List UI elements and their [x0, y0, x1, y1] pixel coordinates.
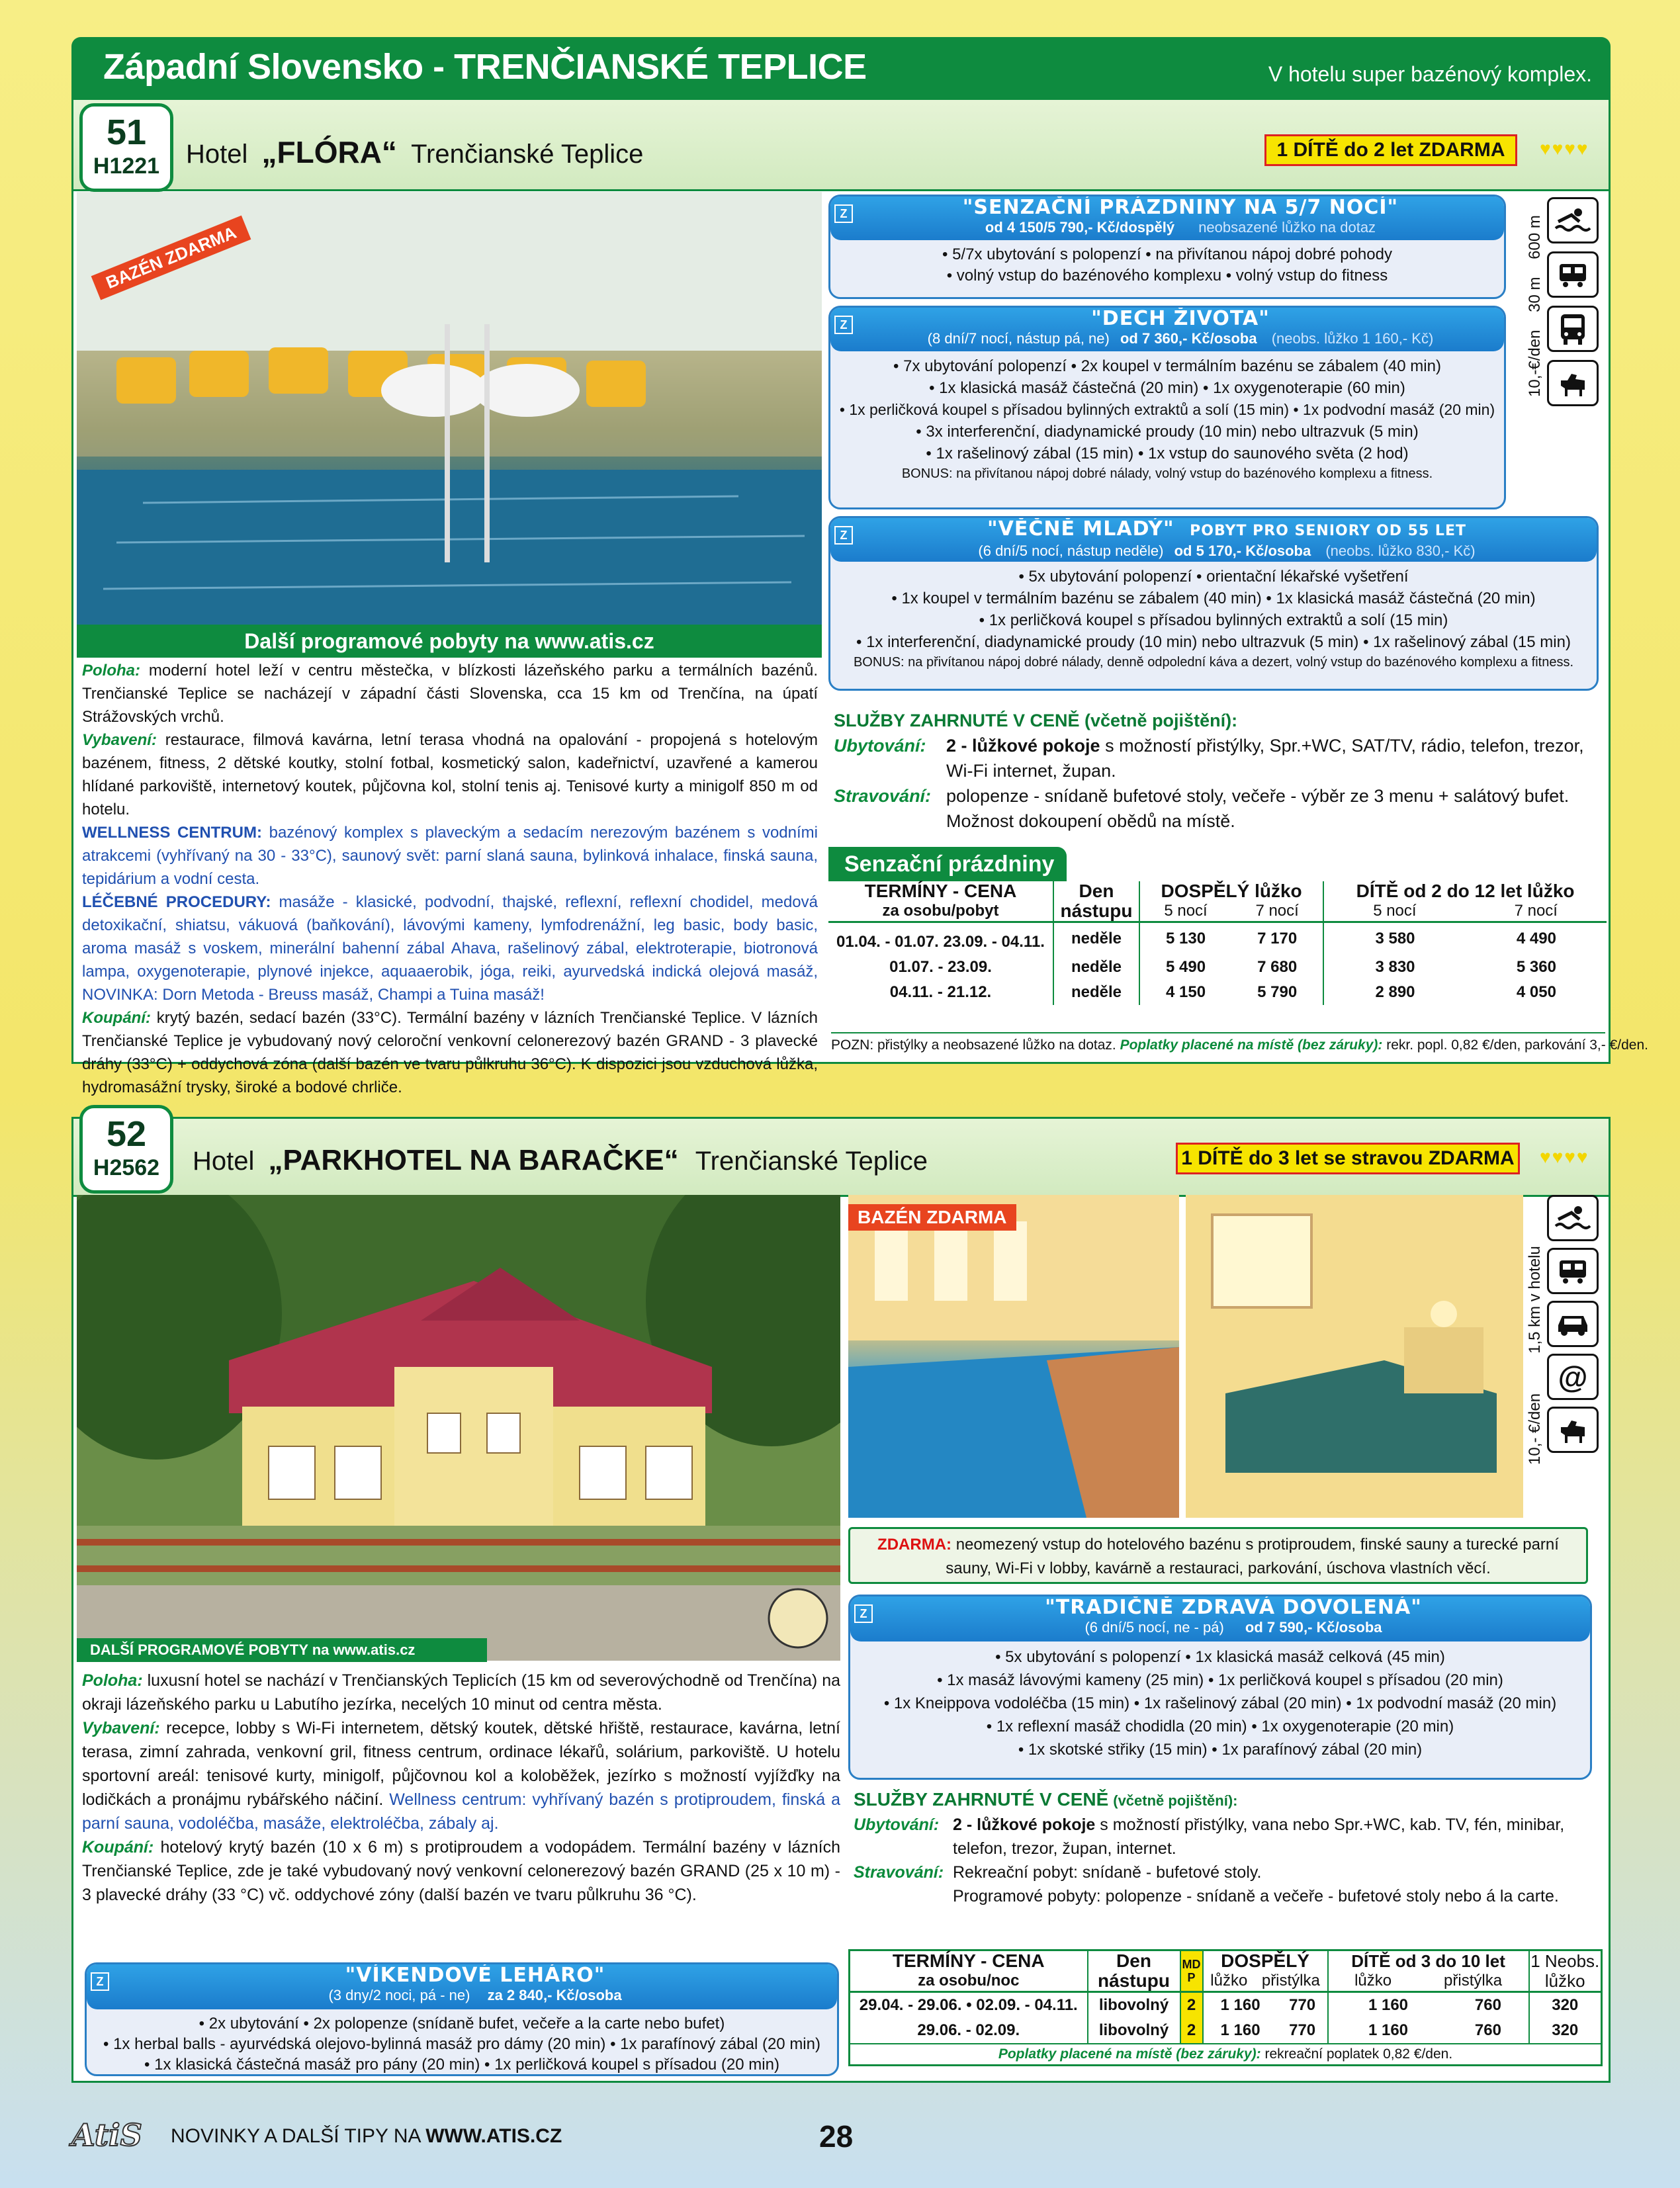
th-terminy-sub: za osobu/pobyt	[882, 902, 999, 920]
table-title-text: Senzační prázdniny	[844, 852, 1055, 877]
package-line: • 1x Kneippova vodoléčba (15 min) • 1x rašelinový zábal (20 min) • 1x podvodní masáž (20 min)	[883, 1694, 1557, 1712]
th-dite: DÍTĚ od 2 do 12 let lůžko	[1356, 881, 1575, 901]
hotel-2-programs-link-text: DALŠÍ PROGRAMOVÉ POBYTY na www.atis.cz	[90, 1641, 416, 1658]
hotel-2-programs-link[interactable]	[77, 1638, 487, 1662]
table-row	[828, 955, 1607, 980]
th-mdp-text: MDP	[1182, 1958, 1201, 1984]
package-line: • 1x masáž lávovými kameny (25 min) • 1x perličková koupel s přísadou (20 min)	[937, 1671, 1503, 1689]
pool-distance-label: 1,5 km v hotelu	[1526, 1246, 1544, 1354]
package-title: "SENZAČNÍ PRÁZDNINY NA 5/7 NOCÍ"	[962, 196, 1399, 219]
th-pristylka: přistýlka	[1444, 1972, 1503, 1990]
hotel-1-town: Trenčianské Teplice	[411, 140, 644, 169]
region-title: Západní Slovensko - TRENČIANSKÉ TEPLICE	[103, 47, 867, 87]
hotel-1-poloha-text: moderní hotel leží v centru městečka, v blízkosti lázeňského parku a termálních bazénů. Trenčianské Teplice se nacházejí v západní části Slovenska, cca 15 km od Trenčína, na úpatí Strážovských vrchů.	[82, 662, 818, 726]
th-mdp	[1180, 1950, 1203, 1992]
cell: 770	[1289, 2021, 1316, 2039]
package-line: • 1x rašelinový zábal (15 min) • 1x vstup do saunového světa (2 hod)	[926, 445, 1409, 462]
package-title: "VÍKENDOVÉ LEHÁRO"	[345, 1964, 605, 1987]
region-tagline: V hotelu super bazénový komplex.	[1268, 62, 1592, 86]
th-nastupu: nástupu	[1098, 1970, 1170, 1991]
th-terminy: TERMÍNY - CENA	[892, 1950, 1045, 1971]
package-line: • 1x reflexní masáž chodidla (20 min) • 1x oxygenoterapie (20 min)	[986, 1718, 1454, 1735]
cell: 1 160	[1203, 1992, 1278, 2019]
hotel-2-price-table	[848, 1949, 1603, 2066]
hotel-1-table-title	[828, 847, 1067, 881]
package-title-note: POBYT PRO SENIORY OD 55 LET	[1190, 523, 1466, 539]
table-row	[828, 922, 1607, 955]
hotel-1-poloha-label: Poloha:	[82, 662, 140, 679]
footer-url[interactable]: WWW.ATIS.CZ	[425, 2125, 562, 2147]
cell: libovolný	[1088, 2018, 1180, 2044]
cell: 5 490	[1139, 955, 1231, 980]
hotel-1-amenity-icons	[1547, 197, 1599, 406]
hotel-1-child-offer: 1 DÍTĚ do 2 let ZDARMA	[1264, 134, 1517, 166]
th-nastupu: nástupu	[1060, 900, 1133, 921]
th-7-noci: 7 nocí	[1514, 902, 1558, 920]
cell: neděle	[1053, 955, 1139, 980]
pet-fee-label: 10,- €/den	[1526, 1393, 1544, 1465]
hotel-1-procedury-label: LÉČEBNÉ PROCEDURY:	[82, 893, 271, 911]
services-title: SLUŽBY ZAHRNUTÉ V CENĚ	[854, 1789, 1109, 1810]
cell: 2	[1180, 1992, 1203, 2019]
hotel-1-number: 51	[106, 112, 147, 152]
hotel-2-package-vikendove	[85, 1962, 839, 2076]
hotel-1-programs-link-text: Další programové pobyty na www.atis.cz	[244, 629, 654, 653]
hotel-2-vybaveni-label: Vybavení:	[82, 1719, 160, 1737]
hotel-2-services	[854, 1788, 1595, 1908]
region-header	[71, 37, 1611, 98]
package-line: • 7x ubytování polopenzí • 2x koupel v termálním bazénu se zábalem (40 min)	[893, 357, 1441, 375]
hotel-2-number: 52	[106, 1114, 147, 1154]
hotel-2-zdarma-box	[848, 1527, 1588, 1584]
cell: 320	[1529, 1992, 1602, 2019]
package-header	[830, 308, 1504, 351]
package-duration: (8 dní/7 nocí, nástup pá, ne)	[927, 330, 1110, 347]
note-bold: Poplatky placené na místě (bez záruky):	[1120, 1037, 1383, 1053]
hotel-2-photo-room	[1186, 1195, 1523, 1518]
package-line: • 1x skotské střiky (15 min) • 1x parafínový zábal (20 min)	[1018, 1741, 1423, 1759]
z-mark-icon: Z	[834, 204, 853, 223]
hotel-2-description	[82, 1669, 840, 1907]
package-line: • 1x perličková koupel s přísadou bylinných extraktů a solí (15 min)	[979, 611, 1448, 629]
package-line: • 2x ubytování • 2x polopenze (snídaně bufet, večeře a la carte nebo bufet)	[199, 2015, 725, 2033]
package-line: • 5/7x ubytování s polopenzí • na přivítanou nápoj dobré pohody	[942, 245, 1392, 263]
train-icon	[1547, 1248, 1599, 1294]
hotel-2-koupani-label: Koupání:	[82, 1838, 154, 1857]
ubytovani-label: Ubytování:	[834, 736, 926, 756]
cell: 1 160	[1203, 2018, 1278, 2044]
th-5-noci: 5 nocí	[1373, 902, 1417, 920]
package-bonus: BONUS: na přivítanou nápoj dobré nálady, denně odpolední káva a dezert, volný vstup do bazénového komplexu a fitness.	[853, 655, 1574, 670]
hotel-1-number-badge	[79, 103, 173, 192]
hotel-1-hearts: ♥♥♥♥	[1540, 138, 1589, 159]
hotel-1-photo	[77, 192, 822, 625]
cell: 2	[1180, 2018, 1203, 2044]
cell: 760	[1474, 1996, 1501, 2014]
package-line: • 3x interferenční, diadynamické proudy (10 min) nebo ultrazvuk (5 min)	[916, 423, 1419, 441]
ubytovani-label: Ubytování:	[854, 1816, 940, 1834]
package-price-note: (neobs. lůžko 1 160,- Kč)	[1271, 330, 1434, 347]
hotel-1-koupani-text: krytý bazén, sedací bazén (33°C). Termální bazény v lázních Trenčianské Teplice. V lázních Trenčianské Teplice je vybudovaný nový celoroční venkovní celonerezový bazén GRAND - 3 plavecké dráhy (33°C) + oddychová zóna (další bazén ve tvaru půlkruhu 36°C). K dispozici jsou vzduchová lůžka, hydromasážní trysky, široké a bodové chrliče.	[82, 1009, 818, 1096]
hotel-2-town: Trenčianské Teplice	[695, 1147, 928, 1176]
th-den: Den	[1079, 881, 1114, 901]
hotel-1-programs-link[interactable]	[77, 625, 822, 658]
package-price-note: neobsazené lůžko na dotaz	[1198, 219, 1376, 236]
hotel-1-header	[73, 100, 1609, 191]
cell: 29.04. - 29.06. • 02.09. - 04.11.	[859, 1996, 1078, 2014]
pet-fee-label: 10,-€/den	[1526, 329, 1544, 397]
z-mark-icon: Z	[854, 1604, 873, 1623]
services-title: SLUŽBY ZAHRNUTÉ V CENĚ (včetně pojištění):	[834, 711, 1238, 730]
hotel-1-code: H1221	[93, 153, 160, 179]
hotel-2-photo-pool	[848, 1195, 1179, 1518]
package-line: • 1x koupel v termálním bazénu se zábalem (40 min) • 1x klasická masáž částečná (20 min)	[891, 590, 1536, 607]
pool-icon	[1547, 197, 1599, 243]
ubytovani-bold: 2 - lůžkové pokoje	[946, 736, 1100, 756]
package-duration: (6 dní/5 nocí, ne - pá)	[1084, 1619, 1224, 1636]
pool-distance-label: 600 m	[1526, 215, 1544, 259]
hotel-2-poloha-label: Poloha:	[82, 1671, 143, 1690]
cell: 7 680	[1257, 958, 1298, 976]
hotel-1-name: „FLÓRA“	[261, 135, 397, 169]
hotel-1-description	[82, 659, 818, 1099]
hotel-2-poloha-text: luxusní hotel se nachází v Trenčianských Teplicích (15 km od severovýchodně od Trenčína) na okraji lázeňského parku u Labutího jezírka, necelých 10 minut od centra města.	[82, 1671, 840, 1714]
services-note: (včetně pojištění):	[1113, 1792, 1238, 1809]
th-neobs: 1 Neobs.	[1530, 1951, 1600, 1971]
hotel-2-prefix: Hotel	[193, 1147, 255, 1176]
stravovani-text-2: Možnost dokoupení obědů na místě.	[946, 811, 1235, 831]
hotel-2-header	[73, 1119, 1609, 1197]
hotel-1-services	[834, 708, 1601, 834]
package-title: "DECH ŽIVOTA"	[1091, 307, 1270, 330]
footer-text: NOVINKY A DALŠÍ TIPY NA	[171, 2125, 420, 2147]
package-line: • 1x klasická částečná masáž pro pány (20 min) • 1x perličková koupel s přísadou (20 min)	[144, 2056, 779, 2074]
package-line: • 1x interferenční, diadynamické proudy (10 min) nebo ultrazvuk (5 min) • 1x rašelinový zábal (15 min)	[856, 633, 1571, 651]
stravovani-label: Stravování:	[854, 1863, 944, 1882]
hotel-2-amenity-icons	[1547, 1195, 1599, 1453]
table-row	[828, 980, 1607, 1005]
cell: 5 360	[1516, 958, 1556, 976]
hotel-1-vybaveni-text: restaurace, filmová kavárna, letní terasa vhodná na opalování - propojená s hotelovým bazénem, fitness, 2 dětské koutky, stolní fotbal, kosmetický salon, kadeřnictví, uzavřené a kamerou hlídané parkoviště, internetový koutek, půjčovna kol, stolní tenis aj. Tenisové kurty a minigolf 850 m od hotelu.	[82, 731, 818, 818]
room-illustration	[1186, 1195, 1523, 1518]
pool-illustration	[848, 1195, 1179, 1518]
hotel-1-package-senzacni	[828, 195, 1506, 299]
hotel-1-package-dech-zivota	[828, 306, 1506, 509]
package-line: • volný vstup do bazénového komplexu • volný vstup do fitness	[946, 267, 1388, 284]
note-post: rekr. popl. 0,82 €/den, parkování 3,- €/den.	[1386, 1037, 1648, 1053]
note-bold: Poplatky placené na místě (bez záruky):	[998, 2046, 1261, 2062]
hotel-1-price-table	[828, 881, 1607, 1005]
zdarma-text: neomezený vstup do hotelového bazénu s protiproudem, finské sauny a turecké parní sauny, Wi-Fi v lobby, kavárně a restauraci, parkování, úschova vlastních věcí.	[946, 1536, 1559, 1577]
car-icon	[1547, 1301, 1599, 1347]
package-duration: (3 dny/2 noci, pá - ne)	[328, 1987, 470, 2003]
logo-text: AtiS	[71, 2117, 142, 2153]
cell: 4 490	[1516, 930, 1556, 947]
hotel-2-photo-building	[77, 1195, 840, 1661]
footer-tips	[171, 2125, 562, 2148]
hotel-1-koupani-label: Koupání:	[82, 1009, 151, 1027]
package-header	[87, 1964, 837, 2009]
package-bonus: BONUS: na přivítanou nápoj dobré nálady, volný vstup do bazénového komplexu a fitness.	[901, 466, 1433, 481]
hotel-1-vybaveni-label: Vybavení:	[82, 731, 157, 749]
hotel-1-photo-badge: BAZÉN ZDARMA	[91, 215, 251, 300]
note-pre: POZN: přistýlky a neobsazené lůžko na dotaz.	[831, 1037, 1116, 1053]
cell: 29.06. - 02.09.	[917, 2021, 1020, 2039]
cell: 770	[1289, 1996, 1316, 2014]
package-header	[850, 1597, 1590, 1641]
package-price: od 4 150/5 790,- Kč/dospělý	[985, 219, 1175, 236]
cell: 01.07. - 23.09.	[889, 958, 992, 976]
footer	[71, 2115, 1611, 2154]
cell: 1 160	[1328, 1992, 1448, 2019]
cell: 760	[1474, 2021, 1501, 2039]
cell: 5 130	[1139, 922, 1231, 955]
hotel-2-photo-badge: BAZÉN ZDARMA	[848, 1204, 1016, 1231]
cell: 3 830	[1323, 955, 1466, 980]
cell: libovolný	[1088, 1992, 1180, 2019]
z-mark-icon: Z	[91, 1972, 109, 1991]
hotel-2-vybaveni-text: recepce, lobby s Wi-Fi internetem, dětský koutek, dětské hřiště, restaurace, kavárna, letní terasa, zimní zahrada, venkovní gril, fitness centrum, ordinace lékařů, solárium, parkoviště. U hotelu sportovní areál: tenisové kurty, minigolf, půjčovnou kol a koloběžek, jezírko s možností vyjížďky na lodičkách a pronájmu rybářského náčiní.	[82, 1719, 840, 1809]
cell: 1 160	[1328, 2018, 1448, 2044]
package-price: od 7 590,- Kč/osoba	[1245, 1619, 1382, 1636]
hotel-1-package-vecne-mlady	[828, 516, 1599, 691]
th-7-noci: 7 nocí	[1255, 902, 1299, 920]
th-luzko: lůžko	[1210, 1972, 1248, 1990]
hotel-2-wellness-text: Wellness centrum: vyhřívaný bazén s protiproudem, finská a parní sauna, vodoléčba, masáže, elektroléčba, zábaly aj.	[82, 1790, 840, 1833]
package-header	[830, 197, 1504, 240]
package-price: od 5 170,- Kč/osoba	[1174, 543, 1311, 559]
th-pristylka: přistýlka	[1261, 1972, 1320, 1990]
package-line: • 1x perličková koupel s přísadou bylinných extraktů a solí (15 min) • 1x podvodní masáž (20 min)	[839, 401, 1495, 418]
th-neobs-luzko: lůžko	[1544, 1971, 1585, 1991]
hotel-2-child-offer: 1 DÍTĚ do 3 let se stravou ZDARMA	[1176, 1143, 1520, 1174]
stravovani-text: polopenze - snídaně bufetové stoly, večeře - výběr ze 3 menu + salátový bufet.	[946, 786, 1569, 806]
cell: neděle	[1053, 980, 1139, 1005]
hotel-1-wellness-label: WELLNESS CENTRUM:	[82, 824, 262, 842]
package-line: • 5x ubytování polopenzí • orientační lékařské vyšetření	[1018, 568, 1409, 586]
train-icon	[1547, 251, 1599, 298]
cell: 01.04. - 01.07. 23.09. - 04.11.	[836, 933, 1045, 951]
th-dite: DÍTĚ od 3 do 10 let	[1351, 1951, 1505, 1971]
bus-distance-label: 30 m	[1526, 277, 1544, 312]
package-line: • 1x herbal balls - ayurvédská olejovo-bylinná masáž pro dámy (20 min) • 1x parafínový zábal (20 min)	[103, 2035, 820, 2053]
package-title: "VĚČNĚ MLADÝ"	[987, 517, 1174, 541]
th-terminy-sub: za osobu/noc	[918, 1972, 1020, 1990]
z-mark-icon: Z	[834, 316, 853, 334]
hotel-1-title	[186, 134, 643, 170]
th-dospely: DOSPĚLÝ lůžko	[1161, 881, 1302, 901]
dog-icon	[1547, 360, 1599, 406]
cell: 2 890	[1323, 980, 1466, 1005]
hotel-2-koupani-text: hotelový krytý bazén (10 x 6 m) s protiproudem a vodopádem. Termální bazény v lázních Trenčianské Teplice, zde je také vybudovaný nový venkovní celonerezový bazén GRAND (25 x 10 m) - 3 plavecké dráhy (33 °C) vč. oddychové zóny (další bazén ve tvaru půlkruhu 36 °C).	[82, 1838, 840, 1904]
pool-icon	[1547, 1195, 1599, 1241]
atis-logo	[71, 2117, 142, 2153]
stravovani-text: Rekreační pobyt: snídaně - bufetové stoly.	[953, 1863, 1262, 1882]
th-terminy: TERMÍNY - CENA	[864, 881, 1017, 901]
page-number: 28	[819, 2119, 854, 2154]
package-header	[830, 518, 1597, 562]
cell: 320	[1529, 2018, 1602, 2044]
note-post: rekreační poplatek 0,82 €/den.	[1264, 2046, 1453, 2062]
hotel-1-table-note	[831, 1032, 1648, 1053]
cell: 5 790	[1257, 983, 1298, 1001]
ubytovani-bold: 2 - lůžkové pokoje	[953, 1816, 1096, 1834]
package-price-note: (neobs. lůžko 830,- Kč)	[1325, 543, 1476, 559]
package-line: • 1x klasická masáž částečná (20 min) • 1x oxygenoterapie (60 min)	[929, 379, 1405, 397]
hotel-1-wellness-text: bazénový komplex s plaveckým a sedacím nerezovým bazénem s vodními atrakcemi (vyhřívaný na 30 - 33°C), saunový svět: parní slaná sauna, bylinková inhalace, finská sauna, tepidárium a vodní cesta.	[82, 824, 818, 888]
dog-icon	[1547, 1407, 1599, 1453]
zdarma-label: ZDARMA:	[877, 1536, 952, 1553]
hotel-2-package-tradicne	[848, 1595, 1592, 1780]
at-icon: @	[1547, 1354, 1599, 1400]
hotel-2-title	[193, 1144, 928, 1177]
hotel-2-hearts: ♥♥♥♥	[1540, 1147, 1589, 1167]
z-mark-icon: Z	[834, 526, 853, 545]
cell: 4 050	[1516, 983, 1556, 1001]
table-note-row	[850, 2044, 1602, 2066]
package-price: za 2 840,- Kč/osoba	[487, 1987, 622, 2003]
stravovani-label: Stravování:	[834, 786, 932, 806]
hotel-2-distance-label	[1526, 1200, 1544, 1465]
stravovani-text-2: Programové pobyty: polopenze - snídaně a večeře - bufetové stoly nebo á la carte.	[953, 1887, 1559, 1905]
hotel-2-code: H2562	[93, 1155, 160, 1180]
package-line: • 5x ubytování s polopenzí • 1x klasická masáž celková (45 min)	[995, 1648, 1445, 1666]
th-luzko: lůžko	[1354, 1972, 1392, 1990]
th-5-noci: 5 nocí	[1164, 902, 1208, 920]
hotel-2-number-badge	[79, 1105, 173, 1194]
th-dospely: DOSPĚLÝ	[1221, 1950, 1309, 1971]
cell: 4 150	[1139, 980, 1231, 1005]
bus-icon	[1547, 306, 1599, 352]
cell: neděle	[1053, 922, 1139, 955]
hotel-1-procedury-text: masáže - klasické, podvodní, thajské, reflexní, reflexní chodidel, medová detoxikační, shiatsu, vákuová (baňkování), lávovými kameny, lymfodrenážní, leg basic, body basic, aroma masáž s voskem, minerální bahenní zábal Ahava, rašelinový zábal, elektroterapie, biotronová lampa, oxygenoterapie, plynové injekce, aquaaerobik, jóga, reiki, ayurvedská indická olejová masáž, NOVINKA: Dorn Metoda - Breuss masáž, Champi a Tuina masáž!	[82, 893, 818, 1004]
th-den: Den	[1116, 1950, 1151, 1971]
ubytovani-text: s možností přistýlky, Spr.+WC, SAT/TV, rádio, telefon, trezor, Wi-Fi internet, župan.	[946, 736, 1584, 781]
hotel-1-distance-label	[1526, 198, 1544, 397]
cell: 7 170	[1257, 930, 1298, 947]
cell: 3 580	[1323, 922, 1466, 955]
cell: 04.11. - 21.12.	[889, 983, 992, 1001]
ubytovani-text: s možností přistýlky, vana nebo Spr.+WC, kab. TV, fén, minibar, telefon, trezor, župan, internet.	[953, 1816, 1565, 1858]
table-row	[850, 1992, 1602, 2019]
package-price: od 7 360,- Kč/osoba	[1120, 330, 1257, 347]
package-title: "TRADIČNĚ ZDRAVÁ DOVOLENÁ"	[1045, 1596, 1422, 1619]
hotel-building-illustration	[77, 1195, 840, 1661]
hotel-1-prefix: Hotel	[186, 140, 248, 169]
table-row	[850, 2018, 1602, 2044]
hotel-2-name: „PARKHOTEL NA BARAČKE“	[268, 1144, 679, 1176]
package-duration: (6 dní/5 nocí, nástup neděle)	[978, 543, 1164, 559]
